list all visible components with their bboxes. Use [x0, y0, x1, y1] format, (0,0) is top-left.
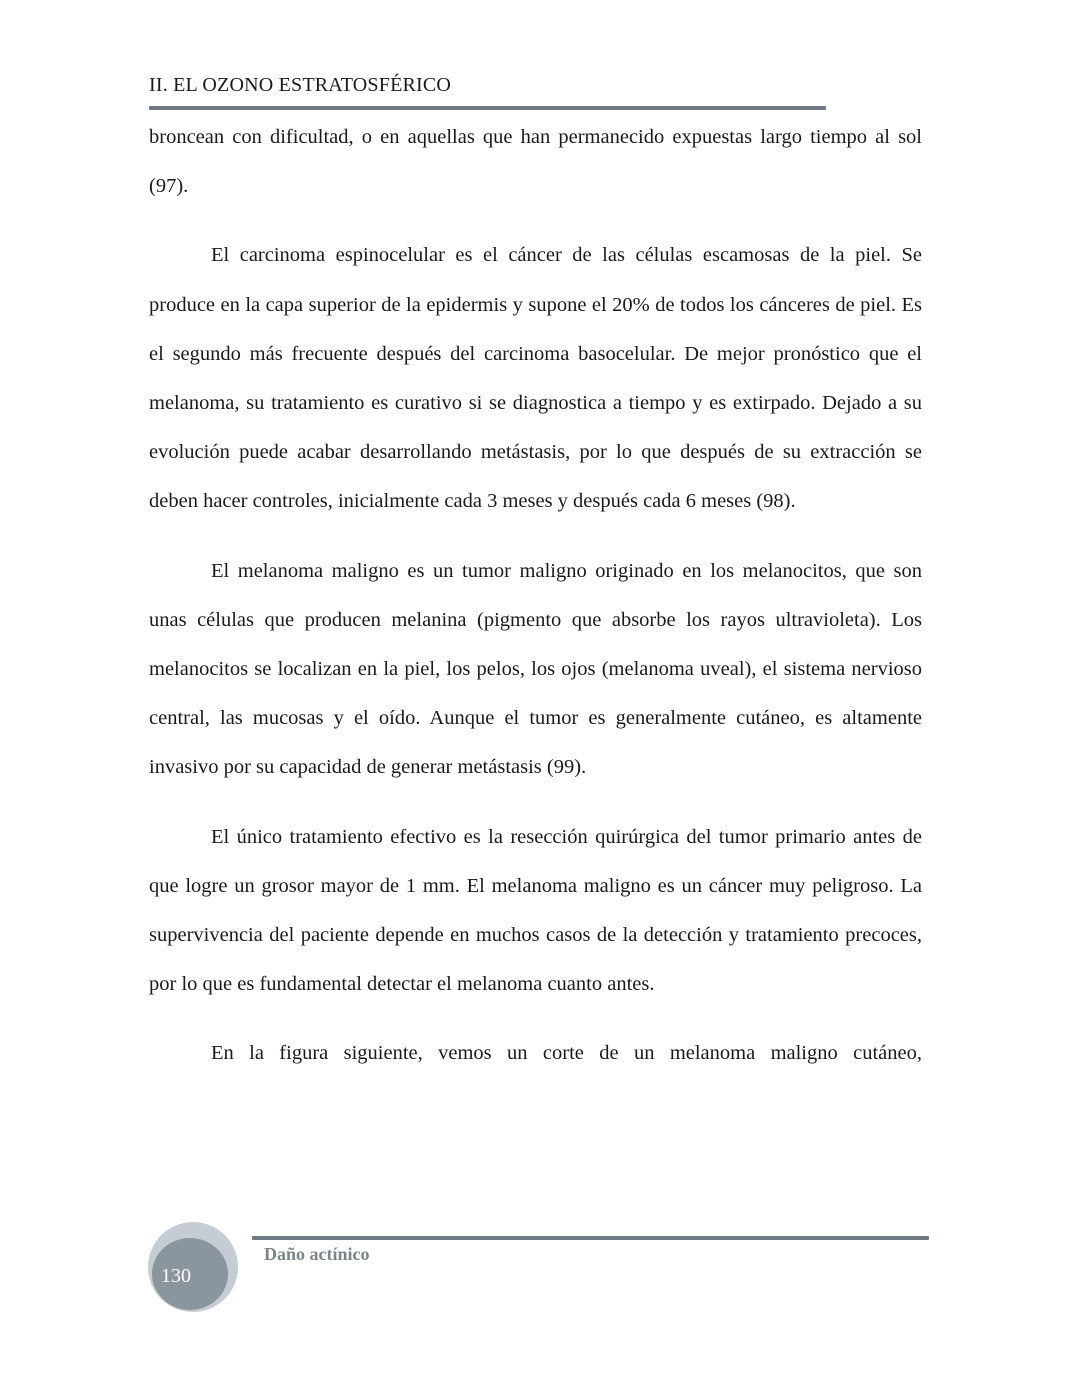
paragraph-4: El único tratamiento efectivo es la resección quirúrgica del tumor primario antes de que logre un grosor mayor de 1 mm. El melanoma maligno es un cáncer muy peligroso. La supervivencia del paciente depende en muchos casos de la detección y tratamiento precoces, por lo que es fundamental detectar el melanoma cuanto antes.: [149, 825, 922, 996]
paragraph-1: broncean con dificultad, o en aquellas que han permanecido expuestas largo tiempo al sol (97).: [149, 126, 922, 198]
body-text: [149, 113, 922, 1099]
paragraph-2: El carcinoma espinocelular es el cáncer de las células escamosas de la piel. Se produce en la capa superior de la epidermis y supone el 20% de todos los cánceres de piel. Es el segundo más frecuente después del carcinoma basocelular. De mejor pronóstico que el melanoma, su tratamiento es curativo si se diagnostica a tiempo y es extirpado. Dejado a su evolución puede acabar desarrollando metástasis, por lo que después de su extracción se deben hacer controles, inicialmente cada 3 meses y después cada 6 meses (98).: [149, 244, 922, 513]
footer-section-label: Daño actínico: [264, 1244, 370, 1264]
page-number: 130: [161, 1265, 191, 1287]
footer-divider: [252, 1236, 929, 1240]
paragraph-5: En la figura siguiente, vemos un corte de un melanoma maligno cutáneo,: [211, 1042, 922, 1065]
page-header-title: II. EL OZONO ESTRATOSFÉRICO: [149, 74, 452, 96]
header-divider: [149, 106, 826, 110]
paragraph-3: El melanoma maligno es un tumor maligno originado en los melanocitos, que son unas células que producen melanina (pigmento que absorbe los rayos ultravioleta). Los melanocitos se localizan en la piel, los pelos, los ojos (melanoma uveal), el sistema nervioso central, las mucosas y el oído. Aunque el tumor es generalmente cutáneo, es altamente invasivo por su capacidad de generar metástasis (99).: [149, 559, 922, 779]
